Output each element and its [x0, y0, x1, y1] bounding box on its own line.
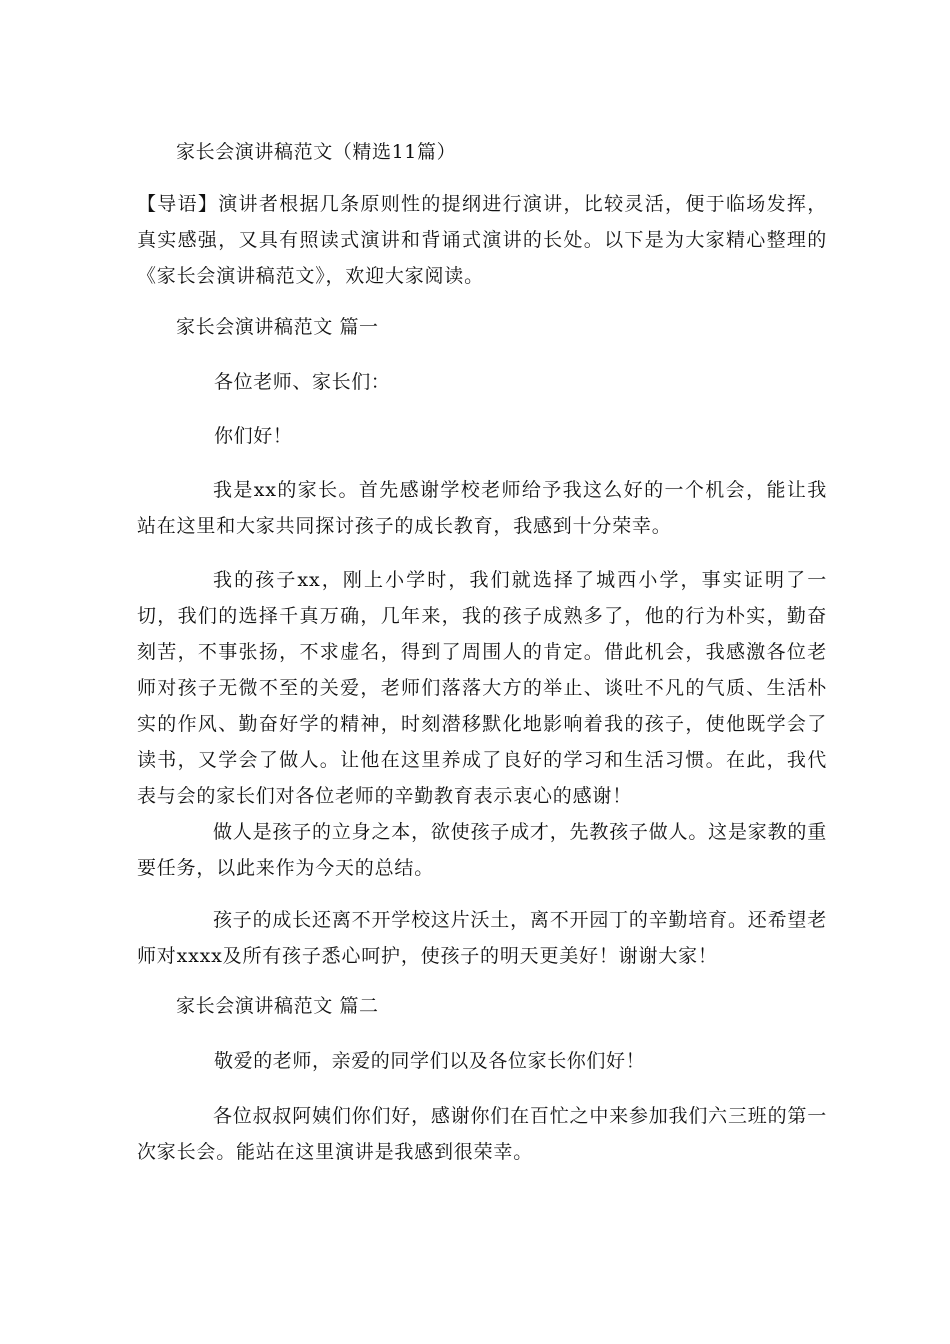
section-heading-1: 家长会演讲稿范文 篇一: [176, 316, 379, 338]
salutation-1: 各位老师、家长们：: [214, 371, 391, 393]
intro-paragraph: 【导语】演讲者根据几条原则性的提纲进行演讲，比较灵活，便于临场发挥，真实感强，又具有照读式演讲和背诵式演讲的长处。以下是为大家精心整理的《家长会演讲稿范文》，欢迎大家阅读。: [137, 193, 827, 287]
salutation-2: 敬爱的老师，亲爱的同学们以及各位家长你们好！: [214, 1050, 646, 1072]
body-paragraph: 孩子的成长还离不开学校这片沃土，离不开园丁的辛勤培育。还希望老师对xxxx及所有孩子悉心呵护，使孩子的明天更美好！谢谢大家！: [137, 909, 827, 967]
body-paragraph: 我是xx的家长。首先感谢学校老师给予我这么好的一个机会，能让我站在这里和大家共同探讨孩子的成长教育，我感到十分荣幸。: [137, 479, 827, 537]
body-paragraph: 做人是孩子的立身之本，欲使孩子成才，先教孩子做人。这是家教的重要任务，以此来作为今天的总结。: [137, 821, 827, 879]
document-title: 家长会演讲稿范文（精选11篇）: [176, 141, 457, 163]
body-paragraph: 各位叔叔阿姨们你们好，感谢你们在百忙之中来参加我们六三班的第一次家长会。能站在这里演讲是我感到很荣幸。: [137, 1105, 827, 1163]
body-paragraph: 我的孩子xx，刚上小学时，我们就选择了城西小学，事实证明了一切，我们的选择千真万确，几年来，我的孩子成熟多了，他的行为朴实，勤奋刻苦，不事张扬，不求虚名，得到了周围人的肯定。借此机会，我感激各位老师对孩子无微不至的关爱，老师们落落大方的举止、谈吐不凡的气质、生活朴实的作风、勤奋好学的精神，时刻潜移默化地影响着我的孩子，使他既学会了读书，又学会了做人。让他在这里养成了良好的学习和生活习惯。在此，我代表与会的家长们对各位老师的辛勤教育表示衷心的感谢！: [137, 569, 827, 807]
greeting-1: 你们好！: [214, 425, 293, 447]
section-heading-2: 家长会演讲稿范文 篇二: [176, 995, 379, 1017]
